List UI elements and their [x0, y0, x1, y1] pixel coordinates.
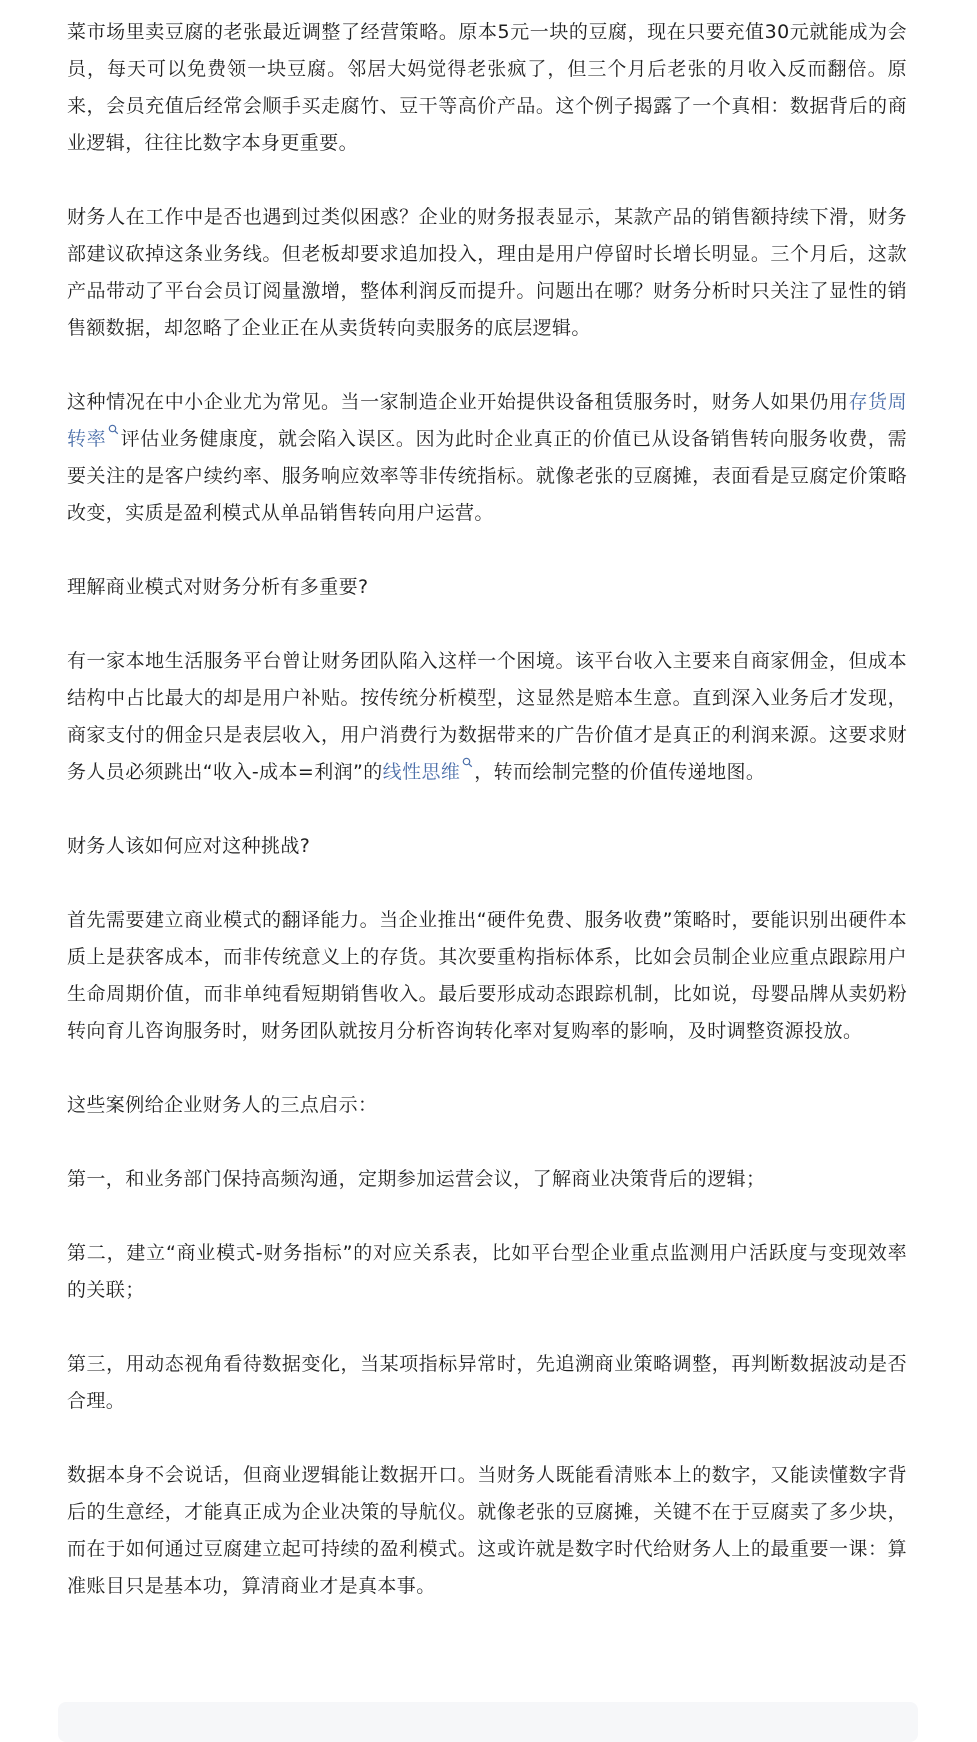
article-body: [67, 14, 907, 1642]
paragraph-3: [67, 384, 907, 532]
paragraph-7: 第一，和业务部门保持高频沟通，定期参加运营会议，了解商业决策背后的逻辑；: [67, 1168, 766, 1190]
keyword-link-linear-thinking[interactable]: 线性思维: [382, 761, 461, 783]
paragraph-3-text-before: 这种情况在中小企业尤为常见。当一家制造企业开始提供设备租赁服务时，财务人如果仍用: [67, 391, 849, 413]
paragraph-2: 财务人在工作中是否也遇到过类似困惑？企业的财务报表显示，某款产品的销售额持续下滑，财务部建议砍掉这条业务线。但老板却要求追加投入，理由是用户停留时长增长明显。三个月后，这款产品带动了平台会员订阅量激增，整体利润反而提升。问题出在哪？财务分析时只关注了显性的销售额数据，却忽略了企业正在从卖货转向卖服务的底层逻辑。: [67, 206, 907, 339]
paragraph-4-text-before: 有一家本地生活服务平台曾让财务团队陷入这样一个困境。该平台收入主要来自商家佣金，但成本结构中占比最大的却是用户补贴。按传统分析模型，这显然是赔本生意。直到深入业务后才发现，商家支付的佣金只是表层收入，用户消费行为数据带来的广告价值才是真正的利润来源。这要求财务人员必须跳出“收入-成本=利润”的: [67, 650, 907, 783]
bottom-card: [58, 1702, 918, 1742]
paragraph-4: [67, 643, 907, 791]
paragraph-5: 首先需要建立商业模式的翻译能力。当企业推出“硬件免费、服务收费”策略时，要能识别出硬件本质上是获客成本，而非传统意义上的存货。其次要重构指标体系，比如会员制企业应重点跟踪用户生命周期价值，而非单纯看短期销售收入。最后要形成动态跟踪机制，比如说，母婴品牌从卖奶粉转向育儿咨询服务时，财务团队就按月分析咨询转化率对复购率的影响，及时调整资源投放。: [67, 909, 907, 1042]
search-icon[interactable]: [462, 759, 473, 771]
section-heading-1: 理解商业模式对财务分析有多重要?: [67, 576, 369, 598]
paragraph-3-text-after: 评估业务健康度，就会陷入误区。因为此时企业真正的价值已从设备销售转向服务收费，需要关注的是客户续约率、服务响应效率等非传统指标。就像老张的豆腐摊，表面看是豆腐定价策略改变，实质是盈利模式从单品销售转向用户运营。: [67, 428, 907, 524]
paragraph-6: 这些案例给企业财务人的三点启示：: [67, 1094, 378, 1116]
paragraph-8: 第二，建立“商业模式-财务指标”的对应关系表，比如平台型企业重点监测用户活跃度与变现效率的关联；: [67, 1242, 907, 1301]
paragraph-1: 菜市场里卖豆腐的老张最近调整了经营策略。原本5元一块的豆腐，现在只要充值30元就能成为会员，每天可以免费领一块豆腐。邻居大妈觉得老张疯了，但三个月后老张的月收入反而翻倍。原来，会员充值后经常会顺手买走腐竹、豆干等高价产品。这个例子揭露了一个真相：数据背后的商业逻辑，往往比数字本身更重要。: [67, 21, 907, 154]
search-icon[interactable]: [108, 426, 119, 438]
paragraph-9: 第三，用动态视角看待数据变化，当某项指标异常时，先追溯商业策略调整，再判断数据波动是否合理。: [67, 1353, 907, 1412]
paragraph-10: 数据本身不会说话，但商业逻辑能让数据开口。当财务人既能看清账本上的数字，又能读懂数字背后的生意经，才能真正成为企业决策的导航仪。就像老张的豆腐摊，关键不在于豆腐卖了多少块，而在于如何通过豆腐建立起可持续的盈利模式。这或许就是数字时代给财务人上的最重要一课：算准账目只是基本功，算清商业才是真本事。: [67, 1464, 907, 1597]
keyword-link-inventory-turnover[interactable]: 存货周转率: [67, 391, 907, 450]
section-heading-2: 财务人该如何应对这种挑战?: [67, 835, 311, 857]
paragraph-4-text-after: ，转而绘制完整的价值传递地图。: [474, 761, 766, 783]
